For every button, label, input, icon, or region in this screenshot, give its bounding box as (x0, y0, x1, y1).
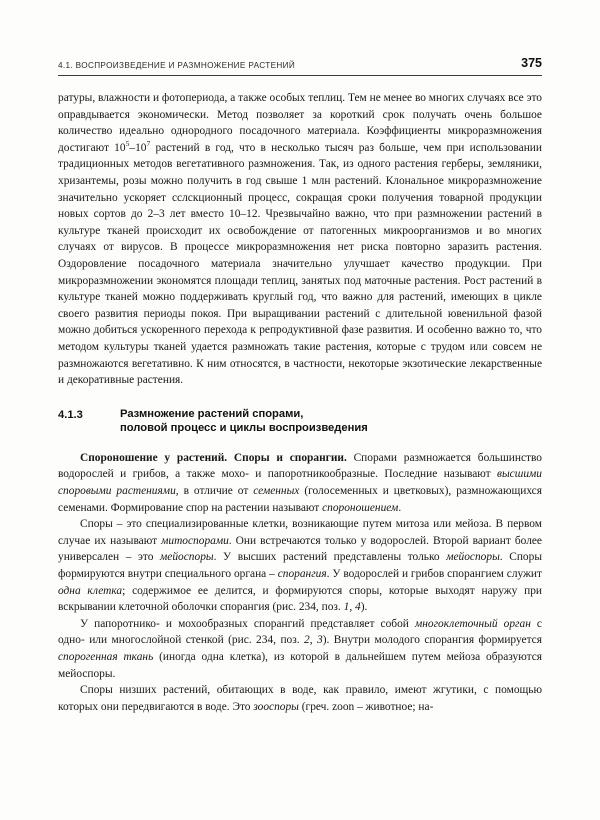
text-run: . Они встречаются только у водорослей. Второй вариант более универсален – это (58, 534, 542, 564)
body-text (58, 90, 542, 715)
text-run: (иногда одна клетка), из которой в дальнейшем путем мейоза образуются мейоспоры. (58, 651, 542, 680)
text-run: ). (360, 601, 368, 614)
text-run: . Споры формируются внутри специального органа – (58, 551, 542, 581)
italic-run: митоспорами (161, 534, 229, 547)
italic-run: 2, 3 (304, 634, 323, 647)
section-heading (58, 407, 542, 436)
italic-run: одна клетка (58, 584, 123, 597)
paragraph-text-tail: растений в год, что в несколько тысяч раз больше, чем при использовании традиционных методов вегетативного размножения. Так, из одного растения герберы, земляники, хризантемы, розы можно получить в год свыше 1 млн растений. Клональное микроразмножение значительно ускоряет сслскционный процесс, сокращая сроки получения товарной продукции новых сортов до 2–3 лет вместо 10–12. Чрезвычайно важно, что при размножении растений в культуре тканей происходит их освобождение от патогенных микроорганизмов и во многих случаях от вирусов. В процессе микроразмножения нет риска повторно заразить растения. Оздоровление посадочного материала значительно улучшает качество продукции. При микроразмножении экономятся площади теплиц, занятых под маточные растения. Рост растений в культуре тканей можно поддерживать круглый год, что важно для растений, имеющих в цикле своего развития периоды покоя. При выращивании растений с длительной ювенильной фазой можно добиться ускоренного перехода к репродуктивной фазе развития. И особенно важно то, что методом культуры тканей удается размножать такие растения, которые с трудом или совсем не размножаются вегетативно. К ним относятся, в частности, некоторые экзотические лекарственные и декоративные растения. (58, 141, 542, 387)
text-run: Споры низших растений, обитающих в воде, как правило, имеют жгутики, с помощью которых они передвигаются в воде. Это (58, 684, 542, 713)
paragraph-zoospores (58, 682, 542, 715)
header-divider (58, 75, 542, 76)
section-title-line-1: Размножение растений спорами, (120, 407, 304, 420)
section-title (120, 407, 368, 436)
run-in-heading: Спороношение у растений. Споры и спорангии. (80, 451, 347, 464)
italic-run: спороношением (322, 501, 399, 514)
text-run: (голосеменных и цветковых), размножающихся семенами. Формирование спор на растении называют (58, 485, 542, 514)
text-run: . У высших растений представлены только (213, 551, 447, 564)
paragraph-spores-intro (58, 450, 542, 516)
italic-run: семенных (253, 485, 300, 498)
exponent-2: 7 (146, 138, 151, 148)
paragraph-continuation (58, 90, 542, 389)
text-run: ). Внутри молодого спорангия формируется (322, 634, 542, 647)
exponent-1: 5 (125, 138, 130, 148)
italic-run: 1, 4 (343, 601, 361, 614)
section-number: 4.1.3 (58, 408, 83, 421)
running-title: 4.1. ВОСПРОИЗВЕДЕНИЕ И РАЗМНОЖЕНИЕ РАСТЕНИЙ (58, 61, 296, 70)
text-run: У папоротнико- и мохообразных спорангий представляет собой (80, 617, 415, 630)
italic-run: спорангия (277, 568, 327, 581)
italic-run: многоклеточный орган (414, 617, 531, 630)
text-run: , в отличие от (175, 485, 254, 498)
paragraph-text: ратуры, влажности и фотопериода, а также особых теплиц. Тем не менее во многих случаях все это оправдывается экономически. Метод позволяет за короткий срок получать очень большое количество идеально однородного посадочного материала. Коэффициенты микроразмножения достигают 10 (58, 92, 542, 154)
section-title-line-2: половой процесс и циклы воспроизведения (120, 422, 368, 435)
page-number: 375 (521, 56, 542, 70)
italic-run: мейоспоры (446, 551, 500, 564)
text-run: с одно- или многослойной стенкой (рис. 234, поз. (58, 617, 542, 647)
text-run: (греч. zoon – животное; на- (298, 700, 434, 713)
italic-run: спорогенная ткань (58, 651, 154, 663)
paragraph-text-mid: –10 (129, 141, 147, 154)
italic-run: мейоспоры (160, 551, 214, 564)
italic-run: зооспоры (253, 700, 299, 713)
paragraph-sporangium (58, 616, 542, 682)
text-run: Споры – это специализированные клетки, возникающие путем митоза или мейоза. В первом случае их называют (58, 518, 542, 547)
text-run: . (398, 501, 402, 514)
page-header (58, 56, 542, 73)
italic-run: высшими споровыми растениями (58, 468, 542, 498)
text-run: ; содержимое ее делится, и формируются споры, которые выходят наружу при вскрывании клеточной оболочки спорангия (рис. 234, поз. (58, 584, 542, 614)
text-run: . У водорослей и грибов спорангием служит (326, 568, 542, 581)
text-run: Спорами размножается большинство водорослей и грибов, а также мохо- и папоротникообразные. Последние называют (58, 451, 542, 481)
paragraph-spore-types (58, 516, 542, 616)
